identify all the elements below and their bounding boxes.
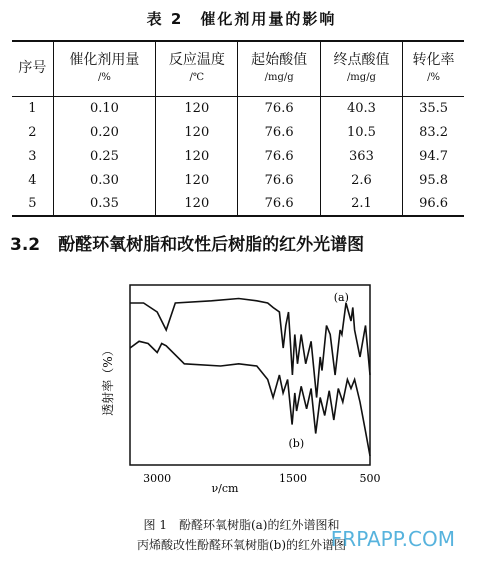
table-cell: 120 [156, 144, 238, 168]
section-title: 酚醛环氧树脂和改性后树脂的红外光谱图 [58, 235, 365, 255]
section-number: 3.2 [10, 235, 41, 255]
table-cell: 363 [320, 144, 402, 168]
ir-spectrum-svg [0, 270, 483, 500]
table-cell: 96.6 [403, 192, 464, 216]
table-cell: 5 [28, 196, 37, 211]
series-line-b [130, 341, 370, 456]
x-axis-label: ν/cm [211, 482, 239, 495]
table-row [12, 168, 464, 192]
table-cell: 0.30 [53, 168, 156, 192]
header-cell: 序号 [18, 60, 47, 77]
table-cell: 76.6 [238, 144, 320, 168]
table-row [12, 96, 464, 120]
table-cell: 120 [156, 168, 238, 192]
table-cell: 95.8 [403, 168, 464, 192]
figure-caption-line-1: 图 1 酚醛环氧树脂(a)的红外谱图和 [143, 518, 340, 532]
plot-frame [130, 285, 370, 465]
table-header-row [12, 41, 464, 96]
series-label-b: (b) [288, 437, 305, 450]
data-table [12, 40, 464, 217]
table-cell: 120 [156, 192, 238, 216]
section-heading [10, 230, 364, 255]
table-cell: 35.5 [403, 96, 464, 120]
table-cell: 3 [28, 148, 37, 164]
table-cell: 120 [156, 96, 238, 120]
table-title: 表 2 催化剂用量的影响 [146, 10, 337, 28]
table-row [12, 120, 464, 144]
x-tick-label: 3000 [143, 472, 172, 485]
table-cell: 76.6 [238, 192, 320, 216]
x-tick-label: 500 [359, 472, 381, 485]
table-cell: 76.6 [238, 168, 320, 192]
table-cell: 0.35 [53, 192, 156, 216]
table-cell: 0.25 [53, 144, 156, 168]
table-cell: 120 [156, 120, 238, 144]
table-cell: 83.2 [403, 120, 464, 144]
table-cell: 2.1 [320, 192, 402, 216]
y-axis-label: 透射率（%） [101, 344, 115, 416]
table-cell: 4 [28, 172, 37, 188]
table-cell: 2 [28, 124, 37, 140]
watermark: FRPAPP.COM [330, 527, 455, 551]
ir-spectrum-chart [0, 270, 483, 500]
table-cell: 40.3 [320, 96, 402, 120]
table-cell: 10.5 [320, 120, 402, 144]
table-row [12, 192, 464, 216]
header-cell: 转化率 /% [403, 41, 464, 96]
table-cell: 0.20 [53, 120, 156, 144]
table-cell: 1 [28, 100, 37, 116]
table-cell: 2.6 [320, 168, 402, 192]
table-row [12, 144, 464, 168]
header-cell: 终点酸值 /mg/g [320, 41, 402, 96]
header-cell: 起始酸值 /mg/g [238, 41, 320, 96]
figure-caption-line-2: 丙烯酸改性酚醛环氧树脂(b)的红外谱图 [136, 538, 347, 552]
table-cell: 76.6 [238, 96, 320, 120]
header-cell: 反应温度 /℃ [156, 41, 238, 96]
series-label-a: (a) [333, 290, 349, 304]
table-cell: 76.6 [238, 120, 320, 144]
x-tick-label: 1500 [279, 472, 308, 485]
table-cell: 94.7 [403, 144, 464, 168]
series-line-a [130, 299, 370, 398]
table-cell: 0.10 [53, 96, 156, 120]
header-cell: 催化剂用量 /% [53, 41, 156, 96]
